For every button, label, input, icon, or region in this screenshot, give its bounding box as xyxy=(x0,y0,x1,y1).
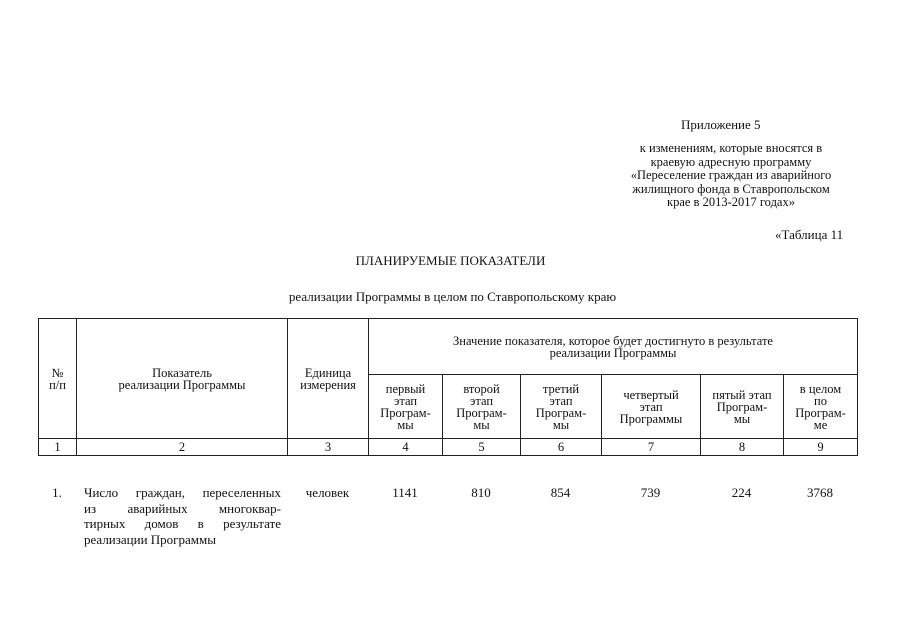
column-number: 7 xyxy=(602,439,701,456)
header-stage-line: ме xyxy=(813,417,828,432)
header-stage-line: мы xyxy=(552,417,570,432)
column-number: 4 xyxy=(369,439,443,456)
header-stage-line: пятый этап xyxy=(712,387,772,402)
row-value-stage-3: 854 xyxy=(550,485,571,500)
header-unit-line: измерения xyxy=(300,377,356,392)
appendix-description-line: к изменениям, которые вносятся в xyxy=(639,141,823,155)
header-stage-1 xyxy=(369,375,443,439)
column-number: 1 xyxy=(39,439,77,456)
header-indicator-line: Показатель xyxy=(152,365,212,380)
header-num-line: п/п xyxy=(49,377,66,392)
header-stage-line: в целом xyxy=(799,381,842,396)
row-value-stage-4: 739 xyxy=(640,485,661,500)
document-title xyxy=(0,253,905,269)
header-unit xyxy=(288,319,369,439)
header-stage-line: по xyxy=(814,393,827,408)
row-indicator-line: реализации Программы xyxy=(84,531,216,547)
header-indicator-line: реализации Программы xyxy=(118,377,246,392)
header-stage-line: четвертый xyxy=(623,387,679,402)
header-stage-line: этап xyxy=(639,399,663,414)
appendix-title: Приложение 5 xyxy=(681,117,761,132)
row-indicator-line: тирных домов в результате xyxy=(84,516,281,531)
header-stage-2 xyxy=(443,375,521,439)
row-indicator-line: Число граждан, переселенных xyxy=(84,485,281,500)
header-stage-line: первый xyxy=(385,381,426,396)
table-reference: «Таблица 11 xyxy=(775,227,844,242)
header-value-group-line: реализации Программы xyxy=(549,345,677,360)
header-num xyxy=(39,319,77,439)
header-stage-3 xyxy=(521,375,602,439)
column-number: 8 xyxy=(701,439,784,456)
header-stage-line: Програм- xyxy=(795,405,846,420)
header-stage-line: мы xyxy=(733,411,751,426)
column-number: 6 xyxy=(521,439,602,456)
header-value-group xyxy=(369,319,858,375)
table-row xyxy=(38,485,857,547)
header-total xyxy=(784,375,858,439)
column-number: 9 xyxy=(784,439,858,456)
row-indicator-line: из аварийных многоквар- xyxy=(84,500,281,516)
header-stage-4 xyxy=(602,375,701,439)
header-stage-line: второй xyxy=(463,381,500,396)
row-value-total: 3768 xyxy=(807,485,833,500)
header-stage-5 xyxy=(701,375,784,439)
appendix-description-line: краевую адресную программу xyxy=(650,154,812,169)
row-value-stage-2: 810 xyxy=(471,485,491,500)
header-stage-line: Програм- xyxy=(380,405,431,420)
column-number: 3 xyxy=(288,439,369,456)
row-num: 1. xyxy=(52,485,62,500)
document-subtitle: реализации Программы в целом по Ставропольскому краю xyxy=(288,289,617,304)
row-unit: человек xyxy=(305,485,350,500)
header-stage-line: этап xyxy=(393,393,418,408)
header-stage-line: мы xyxy=(473,417,490,432)
document-title-text: ПЛАНИРУЕМЫЕ ПОКАЗАТЕЛИ xyxy=(355,253,546,268)
row-value-stage-1: 1141 xyxy=(392,485,418,500)
header-indicator xyxy=(77,319,288,439)
appendix-description-line: крае в 2013-2017 годах» xyxy=(667,195,795,209)
indicators-table-body xyxy=(38,485,857,547)
header-stage-line: Программы xyxy=(619,411,683,426)
row-indicator xyxy=(76,485,287,547)
indicators-table-header xyxy=(38,318,858,456)
column-number: 2 xyxy=(77,439,288,456)
header-stage-line: Програм- xyxy=(535,405,587,420)
appendix-description-line: «Переселение граждан из аварийного xyxy=(630,168,832,182)
row-value-stage-5: 224 xyxy=(731,485,752,500)
header-stage-line: этап xyxy=(549,393,573,408)
column-number: 5 xyxy=(443,439,521,456)
header-unit-line: Единица xyxy=(304,365,352,380)
header-value-group-line: Значение показателя, которое будет достигнуто в результате xyxy=(453,333,773,348)
header-stage-line: Програм- xyxy=(456,405,507,420)
header-num-line: № xyxy=(51,365,64,380)
header-stage-line: этап xyxy=(469,393,494,408)
header-stage-line: Програм- xyxy=(716,399,768,414)
header-stage-line: мы xyxy=(397,417,414,432)
header-stage-line: третий xyxy=(542,381,580,396)
appendix-description-line: жилищного фонда в Ставропольском xyxy=(632,181,830,196)
appendix-description xyxy=(596,142,866,210)
